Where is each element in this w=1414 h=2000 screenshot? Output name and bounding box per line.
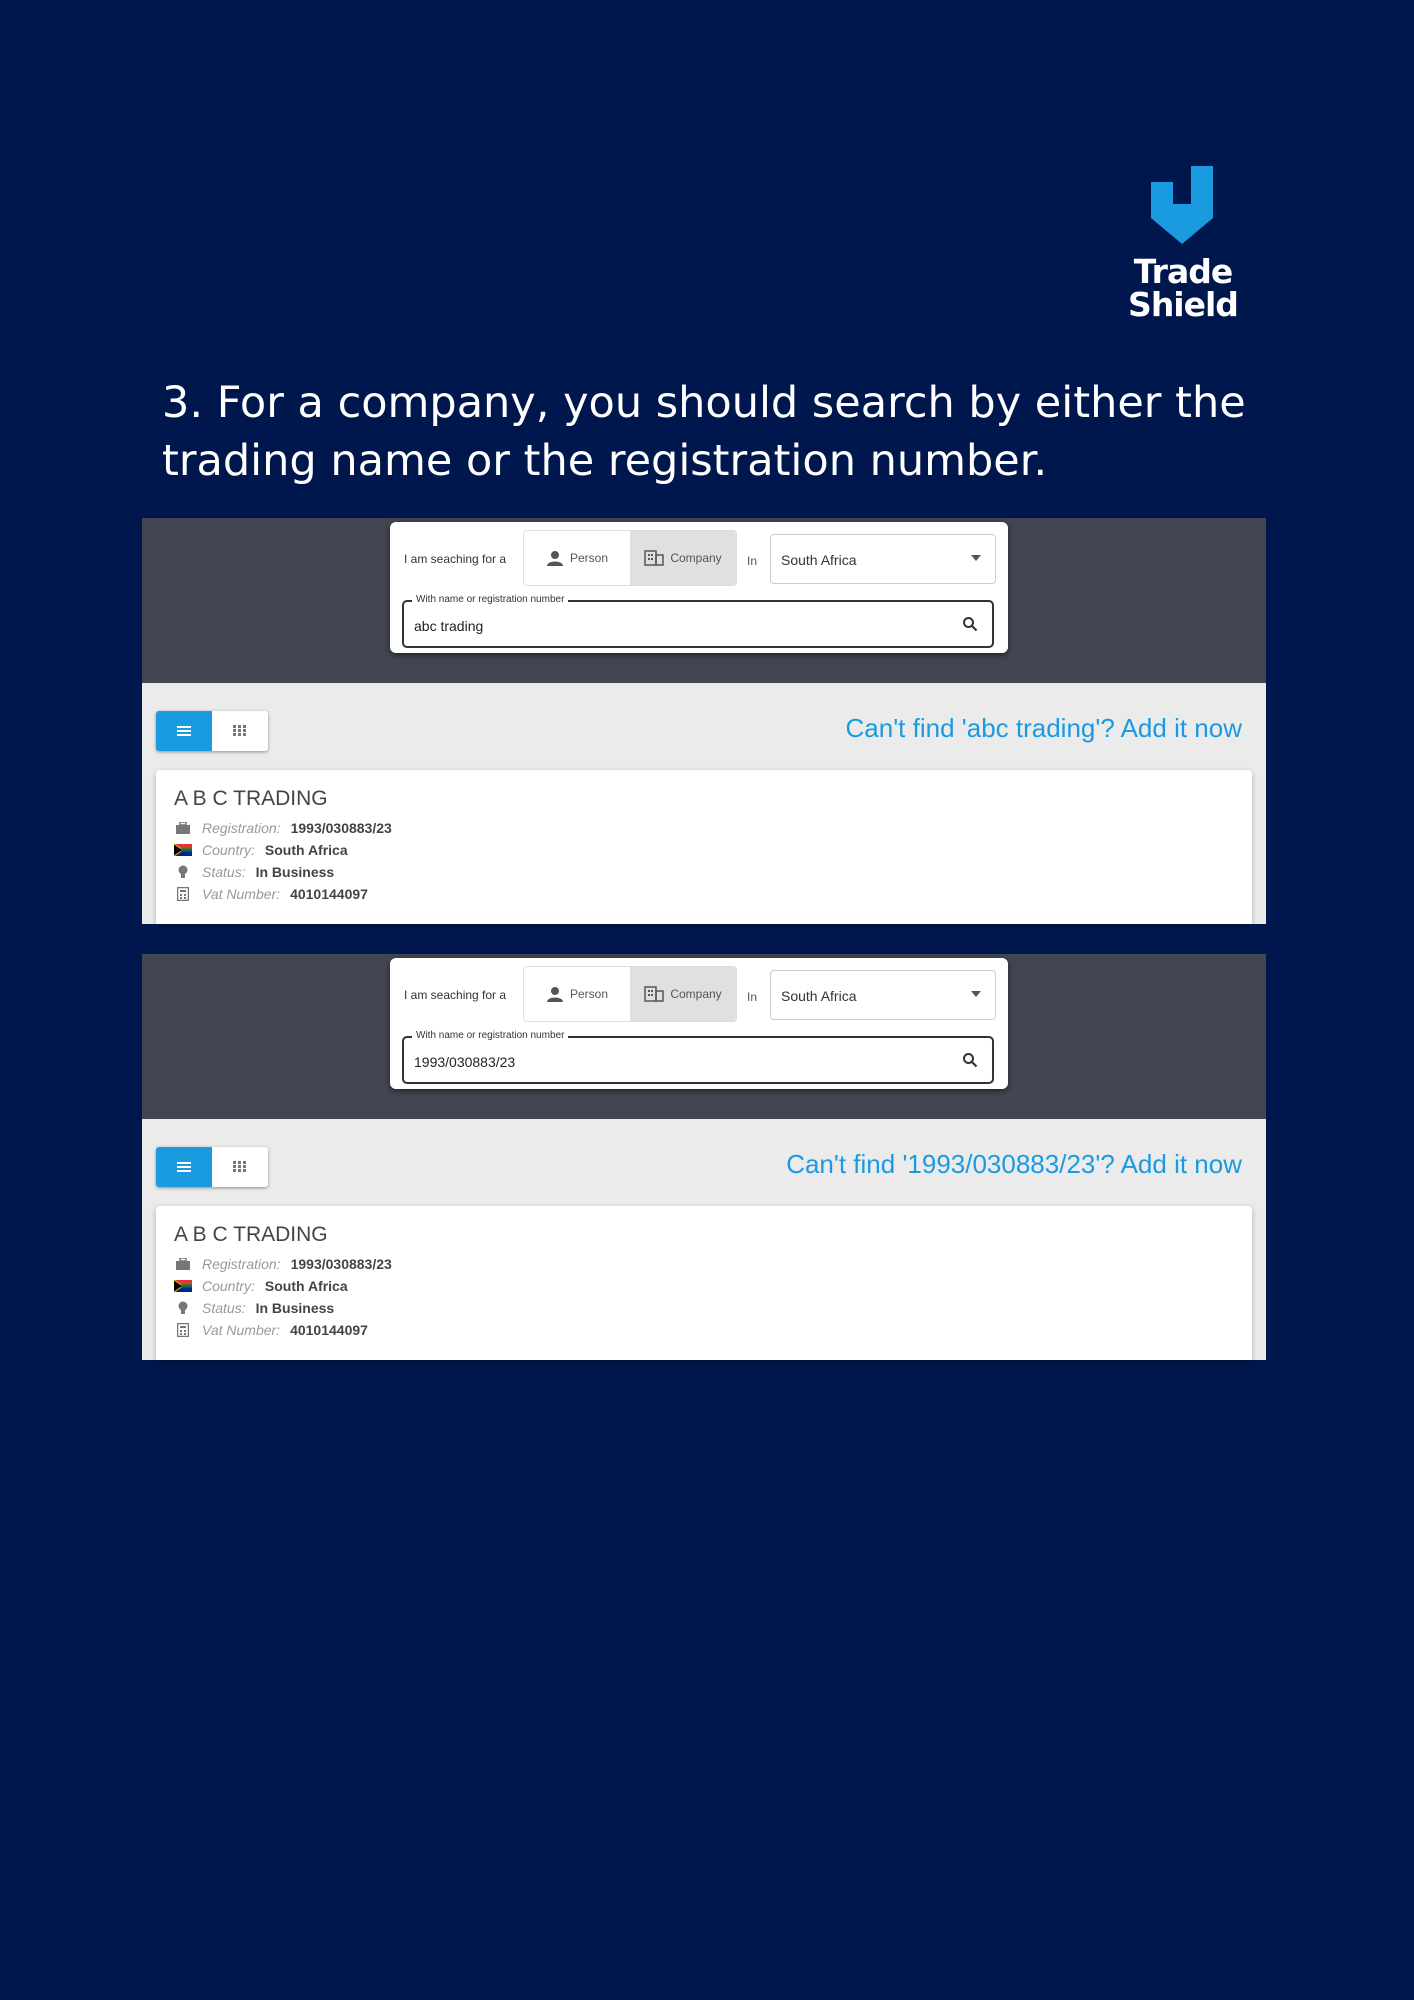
search-input-label: With name or registration number	[412, 594, 568, 605]
in-label: In	[747, 554, 758, 568]
briefcase-icon	[176, 1258, 190, 1270]
registration-value: 1993/030883/23	[290, 1256, 392, 1272]
list-view-button[interactable]	[156, 711, 212, 751]
view-toggle	[156, 1147, 268, 1187]
entity-type-toggle	[523, 530, 737, 586]
add-company-link[interactable]: Can't find 'abc trading'? Add it now	[845, 713, 1242, 743]
shield-logo-icon	[1151, 166, 1213, 244]
country-select-value: South Africa	[781, 988, 857, 1004]
registration-row: Registration: 1993/030883/23	[174, 1255, 392, 1273]
search-type-label: I am seaching for a	[404, 988, 507, 1002]
company-name: A B C TRADING	[174, 787, 328, 810]
calculator-icon	[177, 887, 189, 901]
calculator-icon	[177, 1323, 189, 1337]
status-row: Status: In Business	[174, 1299, 334, 1317]
search-header-band	[142, 954, 1266, 1119]
search-header-band	[142, 518, 1266, 683]
grid-view-button[interactable]	[212, 1147, 268, 1187]
search-input-label: With name or registration number	[412, 1030, 568, 1041]
status-value: In Business	[255, 1300, 335, 1316]
vat-value: 4010144097	[290, 1322, 368, 1338]
status-row: Status: In Business	[174, 863, 334, 881]
search-panel	[390, 522, 1008, 653]
search-icon[interactable]	[962, 1052, 978, 1068]
country-row: Country: South Africa	[174, 841, 348, 859]
grid-icon	[233, 725, 247, 737]
search-type-label: I am seaching for a	[404, 552, 507, 566]
list-icon	[177, 725, 191, 737]
building-icon	[644, 550, 664, 566]
tradeshield-logo	[1124, 166, 1242, 328]
view-toggle	[156, 711, 268, 751]
country-select[interactable]	[770, 970, 996, 1020]
search-input[interactable]	[402, 594, 994, 648]
results-area	[142, 683, 1266, 924]
lightbulb-icon	[178, 865, 188, 879]
dropdown-caret-icon	[971, 991, 981, 997]
grid-icon	[233, 1161, 247, 1173]
country-value: South Africa	[264, 1278, 348, 1294]
company-option[interactable]: Company	[630, 967, 736, 1021]
result-card[interactable]	[156, 1206, 1252, 1360]
search-input-value: 1993/030883/23	[414, 1054, 516, 1070]
vat-value: 4010144097	[290, 886, 368, 902]
brand-name: Trade Shield	[1128, 252, 1238, 324]
registration-row: Registration: 1993/030883/23	[174, 819, 392, 837]
dropdown-caret-icon	[971, 555, 981, 561]
south-africa-flag-icon	[174, 844, 192, 856]
grid-view-button[interactable]	[212, 711, 268, 751]
company-name: A B C TRADING	[174, 1223, 328, 1246]
person-option[interactable]: Person	[524, 967, 630, 1021]
person-icon	[546, 986, 564, 1002]
in-label: In	[747, 990, 758, 1004]
results-area	[142, 1119, 1266, 1360]
search-input[interactable]	[402, 1030, 994, 1084]
instruction-text: 3. For a company, you should search by either the trading name or the registration number.	[162, 378, 1246, 486]
entity-type-toggle	[523, 966, 737, 1022]
search-icon[interactable]	[962, 616, 978, 632]
lightbulb-icon	[178, 1301, 188, 1315]
status-value: In Business	[255, 864, 335, 880]
result-card[interactable]	[156, 770, 1252, 924]
country-select-value: South Africa	[781, 552, 857, 568]
search-input-value: abc trading	[414, 618, 484, 634]
country-row: Country: South Africa	[174, 1277, 348, 1295]
screenshot-search-by-registration	[142, 954, 1266, 1360]
vat-row: Vat Number: 4010144097	[174, 885, 368, 903]
company-option[interactable]: Company	[630, 531, 736, 585]
list-view-button[interactable]	[156, 1147, 212, 1187]
building-icon	[644, 986, 664, 1002]
vat-row: Vat Number: 4010144097	[174, 1321, 368, 1339]
add-company-link[interactable]: Can't find '1993/030883/23'? Add it now	[786, 1149, 1242, 1179]
person-icon	[546, 550, 564, 566]
country-select[interactable]	[770, 534, 996, 584]
registration-value: 1993/030883/23	[290, 820, 392, 836]
south-africa-flag-icon	[174, 1280, 192, 1292]
person-option[interactable]: Person	[524, 531, 630, 585]
briefcase-icon	[176, 822, 190, 834]
search-panel	[390, 958, 1008, 1089]
country-value: South Africa	[264, 842, 348, 858]
screenshot-search-by-name	[142, 518, 1266, 924]
list-icon	[177, 1161, 191, 1173]
